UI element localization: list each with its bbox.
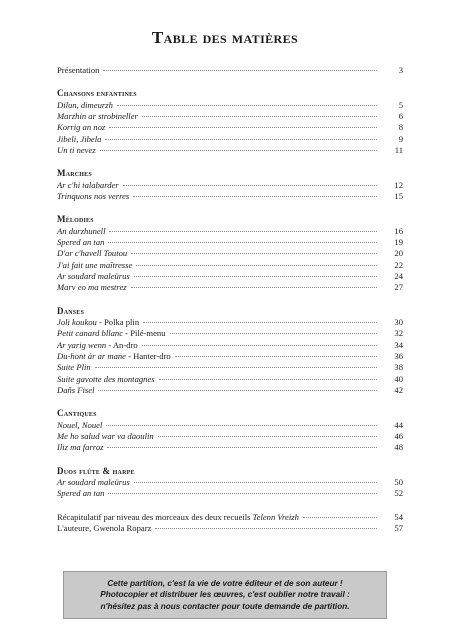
toc-entry-title: Daňs Fisel xyxy=(57,384,95,395)
toc-section xyxy=(57,88,403,156)
toc-page-number: 34 xyxy=(394,339,403,350)
toc-entry[interactable] xyxy=(57,271,403,282)
toc-page-number: 5 xyxy=(398,99,403,110)
toc-entry-title: Ar soudard maleürus xyxy=(57,271,130,282)
toc-entry[interactable] xyxy=(57,122,403,133)
dot-leader xyxy=(134,482,377,483)
dot-leader xyxy=(109,231,377,232)
table-of-contents xyxy=(57,65,403,534)
toc-section xyxy=(57,466,403,500)
toc-entry[interactable] xyxy=(57,226,403,237)
toc-page-number: 50 xyxy=(394,477,403,488)
toc-entry[interactable] xyxy=(57,420,403,431)
toc-entry-title: Suite Plin xyxy=(57,362,91,373)
toc-entry-title: Ar c'hi talabarder xyxy=(57,179,119,190)
notice-line: Photocopier et distribuer les œuvres, c'est oublier notre travail : xyxy=(100,590,350,600)
toc-entry-label xyxy=(57,226,105,236)
toc-page-number: 40 xyxy=(394,373,403,384)
toc-entry[interactable] xyxy=(57,317,403,328)
toc-section xyxy=(57,214,403,293)
toc-entry-title: Suite gavotte des montagnes xyxy=(57,373,155,384)
toc-entry-title: Ar yarig wenn xyxy=(57,339,107,350)
toc-page-number: 52 xyxy=(394,488,403,499)
toc-entry-label xyxy=(57,477,130,487)
dot-leader xyxy=(142,116,377,117)
toc-page-number: 9 xyxy=(398,133,403,144)
toc-page-number: 30 xyxy=(394,317,403,328)
toc-entry-label xyxy=(57,260,132,270)
section-heading: Marches xyxy=(57,168,92,179)
section-heading: Chansons enfantines xyxy=(57,88,137,99)
dot-leader xyxy=(109,127,377,128)
page-title: Table des matières xyxy=(151,28,299,47)
toc-entry[interactable] xyxy=(57,180,403,191)
toc-page-number: 27 xyxy=(394,282,403,293)
dot-leader xyxy=(175,356,377,357)
toc-entry-recap[interactable] xyxy=(57,512,403,523)
toc-entry-title: Trinquons nos verres xyxy=(57,191,130,202)
toc-entry-title: Joli koukou xyxy=(57,317,97,328)
toc-entry[interactable] xyxy=(57,237,403,248)
toc-entry-title: Jibeli, Jibela xyxy=(57,133,102,144)
dot-leader xyxy=(123,185,377,186)
toc-entry[interactable] xyxy=(57,260,403,271)
toc-entry[interactable] xyxy=(57,100,403,111)
dot-leader xyxy=(100,150,377,151)
toc-entry-title: Iliz ma farroz xyxy=(57,442,104,453)
toc-page-number: 38 xyxy=(394,362,403,373)
dot-leader xyxy=(131,253,377,254)
dot-leader xyxy=(103,70,377,71)
toc-page-number: 36 xyxy=(394,351,403,362)
dot-leader xyxy=(303,517,377,518)
toc-entry-label xyxy=(57,351,171,361)
toc-page-number: 54 xyxy=(394,511,403,522)
dot-leader xyxy=(117,105,377,106)
toc-sections xyxy=(57,88,403,499)
dot-leader xyxy=(95,367,377,368)
toc-entry-label xyxy=(57,420,102,430)
toc-entry-label xyxy=(57,340,138,350)
toc-entry-title: Petit canard bllanc xyxy=(57,328,124,339)
toc-page-number: 44 xyxy=(394,419,403,430)
toc-entry-label xyxy=(57,122,105,132)
toc-entry-author[interactable] xyxy=(57,523,403,534)
copyright-notice-box xyxy=(63,571,387,619)
toc-entry-label xyxy=(57,191,129,201)
dot-leader xyxy=(136,265,377,266)
toc-entry-label xyxy=(57,488,104,498)
dot-leader xyxy=(134,276,377,277)
toc-entry-dance-type: - Pilé-menu xyxy=(123,328,166,339)
toc-entry-label xyxy=(57,512,299,522)
toc-page-number: 8 xyxy=(398,122,403,133)
toc-page-number: 46 xyxy=(394,431,403,442)
dot-leader xyxy=(133,196,377,197)
section-heading: Mélodies xyxy=(57,214,94,225)
toc-entry-label xyxy=(57,431,154,441)
toc-entry-label xyxy=(57,385,94,395)
toc-entry-label xyxy=(57,442,103,452)
toc-entry-title: Marv eo ma mestrez xyxy=(57,282,127,293)
dot-leader xyxy=(142,345,377,346)
toc-page-number: 19 xyxy=(394,237,403,248)
toc-entry[interactable] xyxy=(57,328,403,339)
dot-leader xyxy=(98,390,377,391)
toc-entry[interactable] xyxy=(57,191,403,202)
toc-entry-label xyxy=(57,317,139,327)
toc-entry-title: Un ti nevez xyxy=(57,144,96,155)
toc-entry-title: Korrig an noz xyxy=(57,122,106,133)
toc-entry[interactable] xyxy=(57,340,403,351)
toc-section xyxy=(57,408,403,453)
toc-entry[interactable] xyxy=(57,111,403,122)
toc-page-number: 57 xyxy=(394,523,403,534)
toc-entry-label: L'auteure, Gwenola Roparz xyxy=(57,523,152,534)
toc-page-number: 48 xyxy=(394,442,403,453)
toc-section xyxy=(57,306,403,397)
toc-entry-label xyxy=(57,100,113,110)
toc-entry-presentation[interactable] xyxy=(57,65,403,76)
toc-entry-label xyxy=(57,374,155,384)
toc-entry-title: An durzhunell xyxy=(57,225,106,236)
dot-leader xyxy=(170,333,377,334)
section-heading: Danses xyxy=(57,305,85,316)
toc-entry[interactable] xyxy=(57,488,403,499)
toc-entry-title: Ar soudard maleürus xyxy=(57,477,130,488)
notice-line: n'hésitez pas à nous contacter pour toute demande de partition. xyxy=(100,601,350,611)
toc-entry-label xyxy=(57,134,101,144)
toc-page-number: 42 xyxy=(394,384,403,395)
toc-section xyxy=(57,168,403,202)
toc-entry-title: Spered an tan xyxy=(57,237,105,248)
toc-page-number: 22 xyxy=(394,259,403,270)
dot-leader xyxy=(155,528,377,529)
toc-entry[interactable] xyxy=(57,431,403,442)
toc-entry-title: Me ho salud war va daoulin xyxy=(57,431,154,442)
dot-leader xyxy=(108,493,377,494)
toc-entry-label xyxy=(57,328,166,338)
toc-entry-label xyxy=(57,180,119,190)
toc-entry[interactable] xyxy=(57,351,403,362)
dot-leader xyxy=(105,139,377,140)
toc-entry-label: Présentation xyxy=(57,65,100,75)
toc-entry-title: Spered an tan xyxy=(57,488,105,499)
toc-page-number: 12 xyxy=(394,179,403,190)
toc-entry[interactable] xyxy=(57,385,403,396)
toc-entry-title: J'ai fait une maîtresse xyxy=(57,259,133,270)
toc-entry[interactable] xyxy=(57,477,403,488)
toc-entry-label xyxy=(57,145,96,155)
toc-entry-title: Nouel, Nouel xyxy=(57,419,103,430)
toc-entry[interactable] xyxy=(57,442,403,453)
toc-entry-label xyxy=(57,362,91,372)
toc-page-number: 20 xyxy=(394,248,403,259)
toc-entry-label-plain: Récapitulatif par niveau des morceaux des deux recueils xyxy=(57,511,253,522)
dot-leader xyxy=(108,242,377,243)
toc-entry-title: D'ar c'havell Toutou xyxy=(57,248,128,259)
toc-entry-label xyxy=(57,282,127,292)
toc-entry-dance-type: - An-dro xyxy=(106,339,138,350)
toc-page-number: 16 xyxy=(394,225,403,236)
dot-leader xyxy=(107,447,377,448)
toc-entry[interactable] xyxy=(57,282,403,293)
dot-leader xyxy=(143,322,377,323)
dot-leader xyxy=(131,287,377,288)
toc-entry-label xyxy=(57,111,138,121)
section-heading: Cantiques xyxy=(57,408,97,419)
toc-entry-label xyxy=(57,271,130,281)
toc-entry-title: Dilun, dimeurzh xyxy=(57,99,113,110)
toc-entry[interactable] xyxy=(57,374,403,385)
toc-entry[interactable] xyxy=(57,362,403,373)
toc-entry-dance-type: - Hanter-dro xyxy=(126,351,171,362)
dot-leader xyxy=(158,436,377,437)
dot-leader xyxy=(159,379,377,380)
toc-page-number: 24 xyxy=(394,271,403,282)
toc-entry[interactable] xyxy=(57,248,403,259)
toc-page-number: 6 xyxy=(398,111,403,122)
toc-entry-label xyxy=(57,248,127,258)
section-heading: Duos flûte & harpe xyxy=(57,465,135,476)
toc-entry-label-italic: Telenn Vreizh xyxy=(252,511,299,522)
toc-entry[interactable] xyxy=(57,134,403,145)
toc-entry-dance-type: - Polka plin xyxy=(96,317,140,328)
toc-entry-title: Du-hont àr ar mane xyxy=(57,351,126,362)
toc-page-number: 15 xyxy=(394,191,403,202)
toc-page-number: 11 xyxy=(394,144,403,155)
dot-leader xyxy=(106,425,377,426)
toc-entry[interactable] xyxy=(57,145,403,156)
notice-line: Cette partition, c'est la vie de votre éditeur et de son auteur ! xyxy=(107,579,343,589)
toc-entry-label xyxy=(57,237,104,247)
toc-page-number: 32 xyxy=(394,328,403,339)
toc-page-number: 3 xyxy=(398,65,403,75)
toc-entry-title: Marzhin ar strobineller xyxy=(57,111,138,122)
